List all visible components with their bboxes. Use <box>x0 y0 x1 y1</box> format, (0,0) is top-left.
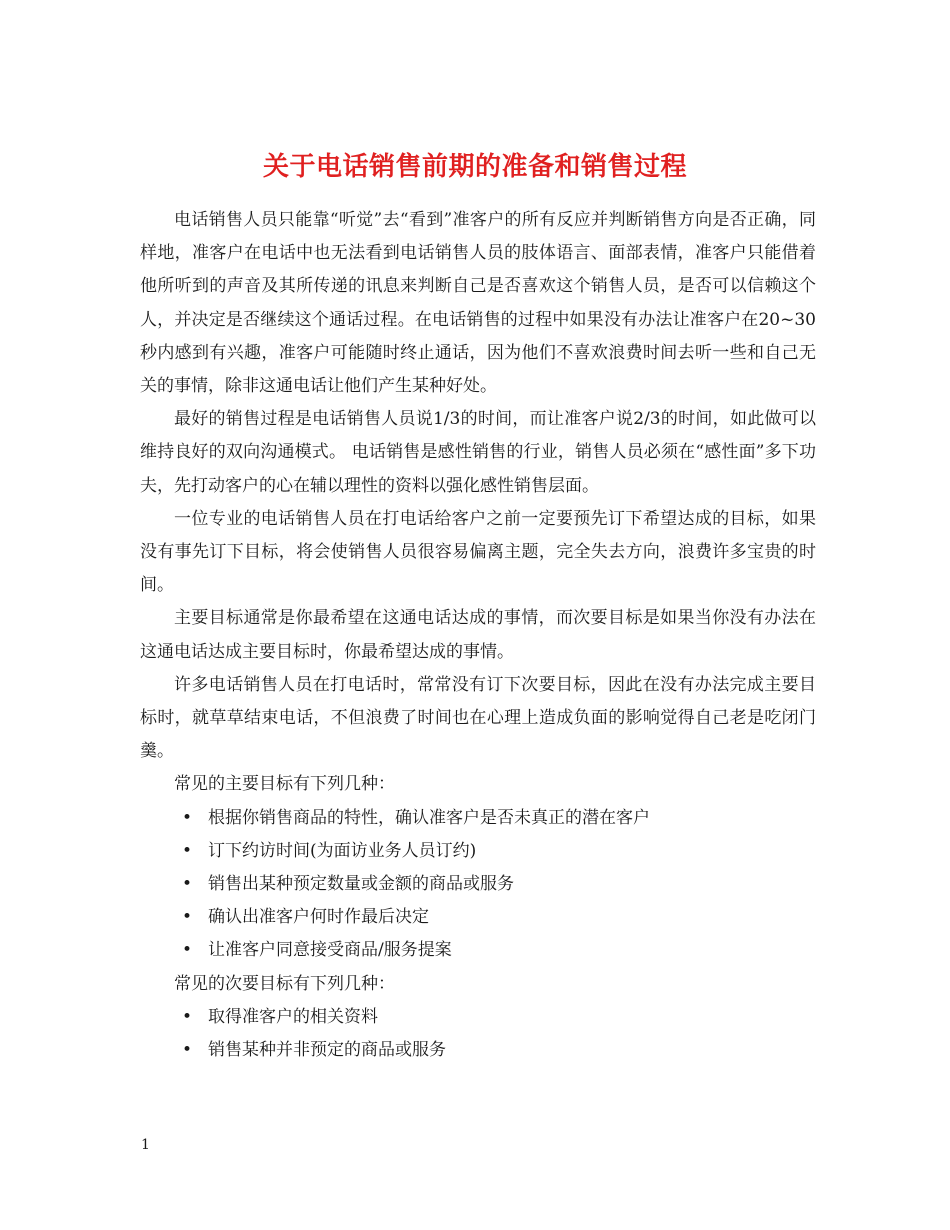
list-item-text: 取得准客户的相关资料 <box>208 1006 378 1027</box>
paragraph-intro: 电话销售人员只能靠“听觉”去“看到”准客户的所有反应并判断销售方向是否正确，同样地，准客户在电话中也无法看到电话销售人员的肢体语言、面部表情，准客户只能借着他所听到的声音及其所传递的讯息来判断自己是否喜欢这个销售人员，是否可以信赖这个人，并决定是否继续这个通话过程。在电话销售的过程中如果没有办法让准客户在20~30秒内感到有兴趣，准客户可能随时终止通话，因为他们不喜欢浪费时间去听一些和自己无关的事情，除非这通电话让他们产生某种好处。 <box>140 210 816 397</box>
document-title: 关于电话销售前期的准备和销售过程 <box>262 152 687 183</box>
primary-goals-list <box>140 802 816 968</box>
page-number: 1 <box>141 1137 150 1153</box>
list-item-text: 订下约访时间(为面访业务人员订约) <box>208 840 477 861</box>
bullet-icon: • <box>182 807 193 828</box>
bullet-icon: • <box>182 1040 193 1061</box>
list-item <box>140 934 816 967</box>
bullet-icon: • <box>182 907 193 928</box>
list-item <box>140 868 816 901</box>
list-item-text: 让准客户同意接受商品/服务提案 <box>208 940 452 961</box>
document-body <box>140 204 816 1067</box>
bullet-icon: • <box>182 1006 193 1027</box>
paragraph-goal-definitions: 主要目标通常是你最希望在这通电话达成的事情，而次要目标是如果当你没有办法在这通电话达成主要目标时，你最希望达成的事情。 <box>140 608 816 662</box>
secondary-goals-list <box>140 1001 816 1067</box>
bullet-icon: • <box>182 840 193 861</box>
list-item <box>140 835 816 868</box>
list-item-text: 销售某种并非预定的商品或服务 <box>208 1040 446 1061</box>
list-item-text: 确认出准客户何时作最后决定 <box>208 907 429 928</box>
paragraph-secondary-goals-warning: 许多电话销售人员在打电话时，常常没有订下次要目标，因此在没有办法完成主要目标时，就草草结束电话，不但浪费了时间也在心理上造成负面的影响觉得自己老是吃闭门羹。 <box>140 674 816 762</box>
list-item-text: 根据你销售商品的特性，确认准客户是否未真正的潜在客户 <box>208 807 650 828</box>
list-item-text: 销售出某种预定数量或金额的商品或服务 <box>208 874 514 895</box>
bullet-icon: • <box>182 874 193 895</box>
list-item <box>140 1034 816 1067</box>
paragraph-talk-ratio: 最好的销售过程是电话销售人员说1/3的时间，而让准客户说2/3的时间，如此做可以维持良好的双向沟通模式。 电话销售是感性销售的行业，销售人员必须在“感性面”多下功夫，先打动客户的心在辅以理性的资料以强化感性销售层面。 <box>140 409 816 496</box>
list-item <box>140 802 816 835</box>
list-item <box>140 1001 816 1034</box>
primary-goals-heading: 常见的主要目标有下列几种： <box>174 774 395 795</box>
paragraph-set-goals: 一位专业的电话销售人员在打电话给客户之前一定要预先订下希望达成的目标，如果没有事先订下目标，将会使销售人员很容易偏离主题，完全失去方向，浪费许多宝贵的时间。 <box>140 508 816 596</box>
secondary-goals-heading: 常见的次要目标有下列几种： <box>174 973 395 994</box>
bullet-icon: • <box>182 940 193 961</box>
list-item <box>140 901 816 934</box>
